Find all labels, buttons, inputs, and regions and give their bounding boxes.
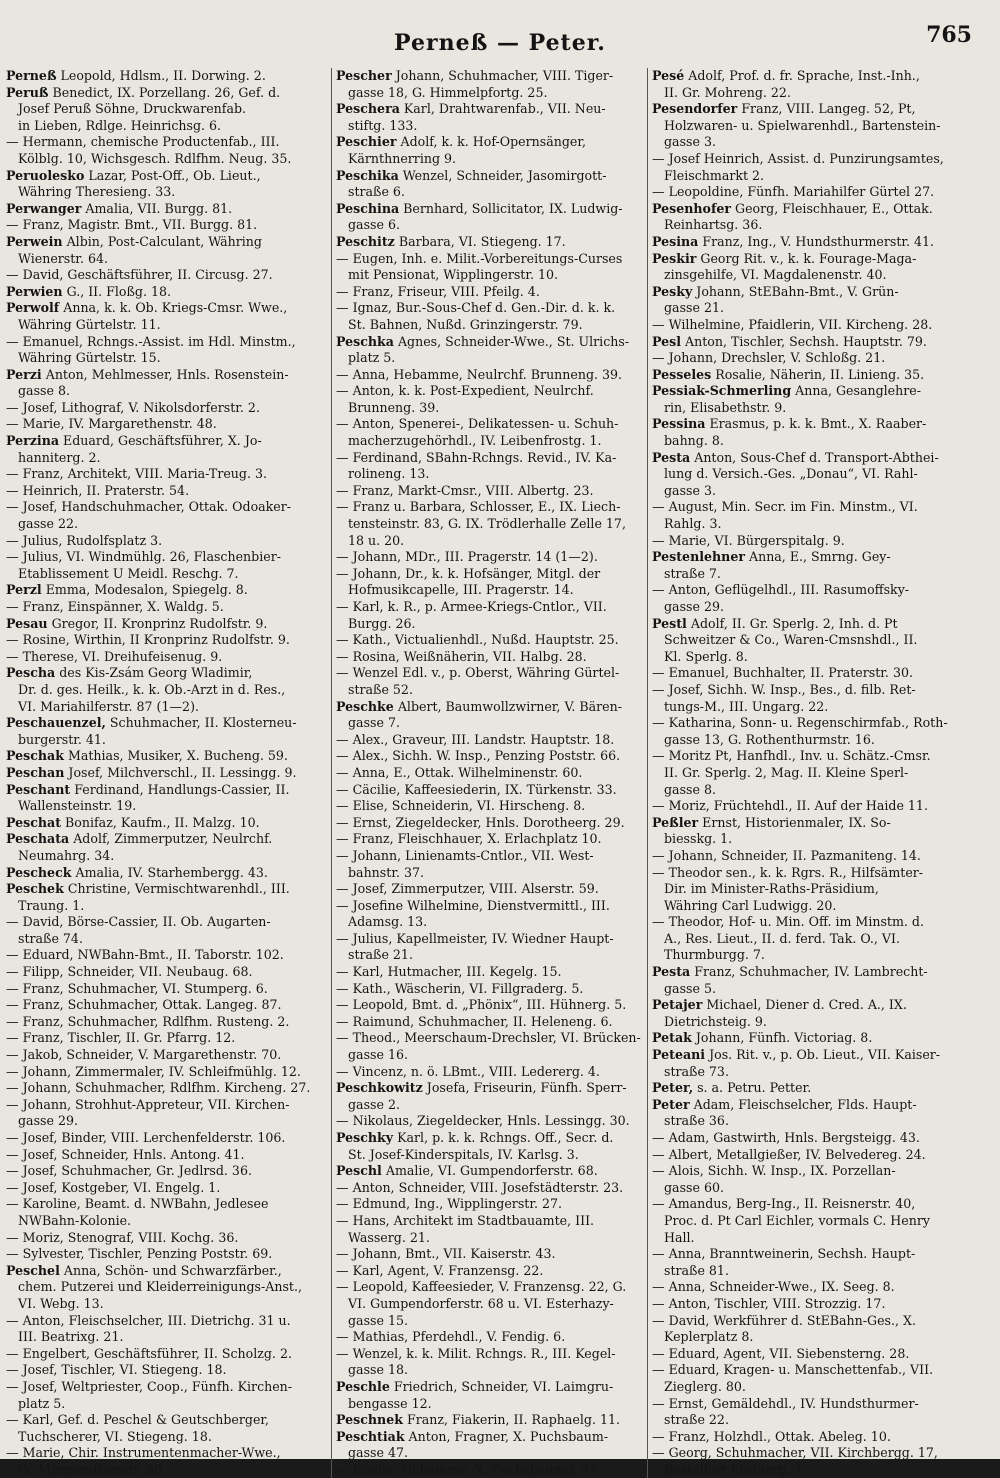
directory-entry-line: Pessina Erasmus, p. k. k. Bmt., X. Raaber- xyxy=(652,416,927,432)
directory-entry-line: Dietrichsteig. 9. xyxy=(664,1013,767,1029)
directory-entry-line: — Anna, Branntweinerin, Sechsh. Haupt- xyxy=(652,1246,916,1262)
directory-entry-line: Peschina Bernhard, Sollicitator, IX. Ludwig- xyxy=(336,200,623,216)
directory-entry-line: Peschka Agnes, Schneider-Wwe., St. Ulrichs- xyxy=(336,333,630,349)
directory-entry-line: — Moriz, Früchtehdl., II. Auf der Haide 11. xyxy=(652,798,928,814)
directory-entry-line: gasse 8. xyxy=(18,383,70,399)
directory-entry-line: — Rosine, Wirthin, II Kronprinz Rudolfstr. 9. xyxy=(6,632,290,648)
directory-entry-line: — Georg, Schuhmacher, VII. Kirchbergg. 17, xyxy=(652,1445,938,1461)
directory-entry-line: — Josef, Lithograf, V. Nikolsdorferstr. 2. xyxy=(6,399,260,415)
directory-entry-line: A., Res. Lieut., II. d. ferd. Tak. O., VI. xyxy=(664,930,900,946)
directory-entry-line: — Anna, Hebamme, Neulrchf. Brunneng. 39. xyxy=(336,366,623,382)
directory-entry-line: Wienerstr. 64. xyxy=(18,250,108,266)
directory-entry-line: Kl. Sperlg. 8. xyxy=(664,648,748,664)
directory-entry-line: — Rosina, Weißnäherin, VII. Halbg. 28. xyxy=(336,648,587,664)
directory-entry-line: Neumahrg. 34. xyxy=(18,847,115,863)
directory-entry-line: — Therese, VI. Dreihufeisenug. 9. xyxy=(6,648,223,664)
directory-entry-line: — Amandus, Berg-Ing., II. Reisnerstr. 40, xyxy=(652,1196,916,1212)
directory-entry-line: — Eugen, Inh. e. Milit.-Vorbereitungs-Curses xyxy=(336,250,623,266)
column-2 xyxy=(336,68,644,1478)
directory-entry-line: — Josefine Wilhelmine, Dienstvermittl., III. xyxy=(336,897,610,913)
directory-entry-line: Dir. im Minister-Raths-Präsidium, xyxy=(664,881,879,897)
directory-entry-line: tensteinstr. 83, G. IX. Trödlerhalle Zelle 17, xyxy=(348,516,626,532)
directory-entry-line: straße 22. xyxy=(664,1412,729,1428)
directory-entry-line: Adamsg. 13. xyxy=(348,914,428,930)
directory-entry-line: Pescha des Kis-Zsám Georg Wladimir, xyxy=(6,665,253,681)
directory-entry-line: — Josef, Handschuhmacher, Ottak. Odoaker- xyxy=(6,499,292,515)
directory-entry-line: — Franz, Schuhmacher, Rdlfhm. Rusteng. 2. xyxy=(6,1013,290,1029)
directory-entry-line: Pesl Anton, Tischler, Sechsh. Hauptstr. 79. xyxy=(652,333,927,349)
directory-entry-line: straße 6. xyxy=(348,184,405,200)
directory-entry-line: NWBahn-Kolonie. xyxy=(18,1212,132,1228)
running-head: Perneß — Peter. xyxy=(394,30,606,56)
directory-entry-line: straße 74. xyxy=(18,930,83,946)
directory-entry-line: Hofmusikcapelle, III. Pragerstr. 14. xyxy=(348,582,574,598)
directory-entry-line: biesskg. 1. xyxy=(664,831,733,847)
directory-entry-line: chem. Putzerei und Kleiderreinigungs-Anst., xyxy=(18,1279,302,1295)
directory-entry-line: — Josef, Tischler, VI. Stiegeng. 18. xyxy=(6,1362,227,1378)
directory-entry-line: — Kath., Victualienhdl., Nußd. Hauptstr. 25. xyxy=(336,632,619,648)
directory-entry-line: gasse 16. xyxy=(348,1047,408,1063)
directory-entry-line: gasse 8. xyxy=(664,781,716,797)
directory-entry-line: gasse 47. xyxy=(348,1445,408,1461)
directory-entry-line: gasse 60. xyxy=(664,1179,724,1195)
directory-entry-line: — Elise, Schneiderin, VI. Hirscheng. 8. xyxy=(336,798,586,814)
directory-entry-line: Pesendorfer Franz, VIII. Langeg. 52, Pt, xyxy=(652,101,916,117)
directory-entry-line: — Hans, Architekt im Stadtbauamte, III. xyxy=(336,1212,595,1228)
directory-entry-line: Pesseles Rosalie, Näherin, II. Linieng. 35. xyxy=(652,366,925,382)
directory-entry-line: straße 36. xyxy=(664,1113,729,1129)
directory-entry-line: — Ferdinand, SBahn-Rchngs. Revid., IV. Ka- xyxy=(336,449,617,465)
page-header xyxy=(0,22,1000,62)
directory-entry-line: Zieglerg. 80. xyxy=(664,1378,746,1394)
directory-entry-line: in Lieben, Rdlge. Heinrichsg. 6. xyxy=(18,117,222,133)
directory-entry-line: — Josef, Zimmerputzer, VIII. Alserstr. 59. xyxy=(336,881,599,897)
directory-entry-line: straße 81. xyxy=(664,1262,729,1278)
directory-entry-line: II. Gr. Sperlg. 2, Mag. II. Kleine Sperl- xyxy=(664,764,909,780)
directory-entry-line: zinsgehilfe, VI. Magdalenenstr. 40. xyxy=(664,267,887,283)
directory-entry-line: bahnstr. 37. xyxy=(348,864,424,880)
directory-entry-line: Peschitz Barbara, VI. Stiegeng. 17. xyxy=(336,233,566,249)
directory-entry-line: Peschauenzel, Schuhmacher, II. Klosterneu- xyxy=(6,715,297,731)
directory-entry-line: — Anton, k. k. Post-Expedient, Neulrchf. xyxy=(336,383,594,399)
directory-entry-line: Hall. xyxy=(664,1229,695,1245)
directory-entry-line: Rahlg. 3. xyxy=(664,516,722,532)
directory-entry-line: Peschle Friedrich, Schneider, VI. Laimgru- xyxy=(336,1378,614,1394)
directory-entry-line: Schweitzer & Co., Waren-Cmsnshdl., II. xyxy=(664,632,918,648)
directory-entry-line: — Theodor, Hof- u. Min. Off. im Minstm. d. xyxy=(652,914,924,930)
directory-entry-line: — Albert, Metallgießer, IV. Belvedereg. 24. xyxy=(652,1146,926,1162)
directory-entry-line: Peschat Bonifaz, Kaufm., II. Malzg. 10. xyxy=(6,814,260,830)
directory-entry-line: — Moritz Pt, Hanfhdl., Inv. u. Schätz.-Cmsr. xyxy=(652,748,931,764)
directory-entry-line: — Karl, Hutmacher, III. Kegelg. 15. xyxy=(336,964,562,980)
directory-entry-line: — Josef, Kostgeber, VI. Engelg. 1. xyxy=(6,1179,221,1195)
directory-entry-line: Pesky Johann, StEBahn-Bmt., V. Grün- xyxy=(652,283,899,299)
directory-entry-line: Peschtiak Anton, Fragner, X. Puchsbaum- xyxy=(336,1428,609,1444)
directory-entry-line: gasse 29. xyxy=(664,599,724,614)
directory-entry-line: Peschan Josef, Milchverschl., II. Lessingg. 9. xyxy=(6,764,297,780)
directory-entry-line: — Marie, VI. Bürgerspitalg. 9. xyxy=(652,532,845,548)
directory-entry-line: Perwanger Amalia, VII. Burgg. 81. xyxy=(6,200,233,216)
directory-entry-line: Pesina Franz, Ing., V. Hundsthurmerstr. 41. xyxy=(652,233,935,249)
directory-entry-line: — Franz, Schuhmacher, VI. Stumperg. 6. xyxy=(6,980,268,996)
directory-entry-line: gasse 3. xyxy=(664,134,716,150)
directory-entry-line: — Emanuel, Buchhalter, II. Praterstr. 30. xyxy=(652,665,913,681)
directory-entry-line: — Karl, Agent, V. Franzensg. 22. xyxy=(336,1262,544,1278)
directory-entry-line: — Theod., Meerschaum-Drechsler, VI. Brücken- xyxy=(336,1030,641,1046)
column-1 xyxy=(6,68,328,1478)
directory-entry-line: — Franz, Tischler, II. Gr. Pfarrg. 12. xyxy=(6,1030,236,1046)
directory-entry-line: — Josef, Sichh. W. Insp., Bes., d. filb. Ret- xyxy=(652,681,916,697)
directory-entry-line: St. Bahnen, Nußd. Grinzingerstr. 79. xyxy=(348,316,583,332)
directory-entry-line: gasse 29. xyxy=(18,1113,78,1129)
directory-entry-line: gasse 6. xyxy=(348,217,400,233)
directory-entry-line: — Karoline, Beamt. d. NWBahn, Jedlesee xyxy=(6,1196,269,1212)
directory-entry-line: Peschnek Franz, Fiakerin, II. Raphaelg. 11. xyxy=(336,1412,621,1428)
directory-entry-line: — Franz, Magistr. Bmt., VII. Burgg. 81. xyxy=(6,217,258,233)
directory-entry-line: macherzugehörhdl., IV. Leibenfrostg. 1. xyxy=(348,433,602,449)
directory-entry-line: Dr. d. ges. Heilk., k. k. Ob.-Arzt in d. Res., xyxy=(18,681,286,697)
directory-entry-line: — Emilie, Hebamme, X. Puchsbaumg. 47. xyxy=(336,1461,602,1477)
directory-entry-line: rin, Elisabethstr. 9. xyxy=(664,399,787,415)
directory-entry-line: Pesenhofer Georg, Fleischhauer, E., Ottak. xyxy=(652,200,933,216)
directory-entry-line: gasse 13, G. Rothenthurmstr. 16. xyxy=(664,731,875,747)
directory-entry-line: Pesau Gregor, II. Kronprinz Rudolfstr. 9. xyxy=(6,615,268,631)
directory-entry-line: rolineng. 13. xyxy=(348,466,430,482)
directory-entry-line: gasse 21. xyxy=(664,300,724,316)
directory-entry-line: — Franz, Einspänner, X. Waldg. 5. xyxy=(6,599,224,614)
directory-entry-line: IV. Margarethenstr. 38. xyxy=(18,1461,167,1477)
directory-entry-line: Währing Theresieng. 33. xyxy=(18,184,176,200)
directory-entry-line: — Karl, Gef. d. Peschel & Geutschberger, xyxy=(6,1412,270,1428)
directory-entry-line: — Johann, Bmt., VII. Kaiserstr. 43. xyxy=(336,1246,556,1262)
directory-entry-line: Pestenlehner Anna, E., Smrng. Gey- xyxy=(652,549,891,565)
directory-entry-line: VI. Webg. 13. xyxy=(18,1295,104,1311)
directory-entry-line: bengasse 12. xyxy=(348,1395,432,1411)
directory-entry-line: Peschika Wenzel, Schneider, Jasomirgott- xyxy=(336,167,607,183)
directory-entry-line: — Mathias, Pferdehdl., V. Fendig. 6. xyxy=(336,1329,566,1345)
directory-entry-line: — Johann, Schneider, II. Pazmaniteng. 14. xyxy=(652,847,921,863)
directory-entry-line: — Anton, Tischler, VIII. Strozzig. 17. xyxy=(652,1295,886,1311)
directory-entry-line: Pescher Johann, Schuhmacher, VIII. Tiger- xyxy=(336,68,614,83)
directory-entry-line: mit Pensionat, Wipplingerstr. 10. xyxy=(348,267,559,283)
directory-entry-line: — Franz, Friseur, VIII. Pfeilg. 4. xyxy=(336,283,540,299)
directory-entry-line: — August, Min. Secr. im Fin. Minstm., VI. xyxy=(652,499,918,515)
directory-entry-line: Peteani Jos. Rit. v., p. Ob. Lieut., VII. Kaiser- xyxy=(652,1047,941,1063)
directory-entry-line: platz 5. xyxy=(18,1395,66,1411)
directory-entry-line: Peschant Ferdinand, Handlungs-Cassier, II. xyxy=(6,781,290,797)
directory-entry-line: straße 52. xyxy=(348,681,413,697)
directory-entry-line: bahng. 8. xyxy=(664,433,724,449)
directory-entry-line: Perneß Leopold, Hdlsm., II. Dorwing. 2. xyxy=(6,68,266,83)
page-number: 765 xyxy=(926,22,972,48)
directory-entry-line: Peschak Mathias, Musiker, X. Bucheng. 59. xyxy=(6,748,288,764)
directory-entry-line: — Johann, Drechsler, V. Schloßg. 21. xyxy=(652,350,886,366)
directory-entry-line: — Eduard, NWBahn-Bmt., II. Taborstr. 102. xyxy=(6,947,284,963)
directory-entry-line: Währing Carl Ludwigg. 20. xyxy=(664,897,837,913)
directory-entry-line: Petajer Michael, Diener d. Cred. A., IX. xyxy=(652,997,907,1013)
directory-entry-line: — Franz u. Barbara, Schlosser, E., IX. Liech- xyxy=(336,499,621,515)
directory-entry-line: Pesta Anton, Sous-Chef d. Transport-Abthei- xyxy=(652,449,939,465)
directory-entry-line: — Wenzel Edl. v., p. Oberst, Währing Gürtel- xyxy=(336,665,620,681)
directory-entry-line: — Franz, Fleischhauer, X. Erlachplatz 10. xyxy=(336,831,602,847)
directory-entry-line: III. Beatrixg. 21. xyxy=(18,1329,124,1345)
directory-entry-line: gasse 18, G. Himmelpfortg. 25. xyxy=(348,84,548,100)
directory-entry-line: — Katharina, Sonn- u. Regenschirmfab., Roth- xyxy=(652,715,948,731)
directory-entry-line: — Franz, Architekt, VIII. Maria-Treug. 3. xyxy=(6,466,267,482)
directory-entry-line: stiftg. 133. xyxy=(348,117,418,133)
directory-entry-line: Josef Peruß Söhne, Druckwarenfab. xyxy=(18,101,247,117)
directory-entry-line: Kärnthnerring 9. xyxy=(348,150,457,166)
directory-entry-line: — Josef Heinrich, Assist. d. Punzirungsamtes, xyxy=(652,150,944,166)
directory-entry-line: gasse 3. xyxy=(664,482,716,498)
directory-entry-line: — Alex., Graveur, III. Landstr. Hauptstr. 18. xyxy=(336,731,615,747)
directory-entry-line: Peter, s. a. Petru. Petter. xyxy=(652,1080,812,1096)
directory-entry-line: Kölblg. 10, Wichsgesch. Rdlfhm. Neug. 35. xyxy=(18,150,292,166)
directory-entry-line: — Johann, Linienamts-Cntlor., VII. West- xyxy=(336,847,594,863)
directory-entry-line: Traung. 1. xyxy=(18,897,85,913)
directory-entry-line: Brunneng. 39. xyxy=(348,399,440,415)
directory-entry-line: Währing Gürtelstr. 15. xyxy=(18,350,161,366)
directory-entry-line: — Marie, Chir. Instrumentenmacher-Wwe., xyxy=(6,1445,281,1461)
directory-entry-line: — Anna, Schneider-Wwe., IX. Seeg. 8. xyxy=(652,1279,895,1295)
directory-entry-line: Peßler Ernst, Historienmaler, IX. So- xyxy=(652,814,891,830)
directory-entry-line: — Vincenz, n. ö. LBmt., VIII. Ledererg. 4. xyxy=(336,1063,600,1079)
directory-entry-line: Peter Adam, Fleischselcher, Flds. Haupt- xyxy=(652,1096,917,1112)
directory-entry-line: Peschek Christine, Vermischtwarenhdl., III. xyxy=(6,881,290,897)
directory-entry-line: Pessiak-Schmerling Anna, Gesanglehre- xyxy=(652,383,921,399)
directory-entry-line: — Anton, Spenerei-, Delikatessen- u. Schuh- xyxy=(336,416,619,432)
directory-entry-line: — Filipp, Schneider, VII. Neubaug. 68. xyxy=(6,964,253,980)
directory-entry-line: Peschkowitz Josefa, Friseurin, Fünfh. Sperr- xyxy=(336,1080,627,1096)
directory-entry-line: Peschera Karl, Drahtwarenfab., VII. Neu- xyxy=(336,101,606,117)
directory-entry-line: Währing Gürtelstr. 11. xyxy=(18,316,161,332)
directory-entry-line: VI. Mariahilferstr. 87 (1—2). xyxy=(18,698,199,714)
directory-entry-line: — Ernst, Ziegeldecker, Hnls. Dorotheerg. 29. xyxy=(336,814,625,830)
directory-entry-line: Peschke Albert, Baumwollzwirner, V. Bären- xyxy=(336,698,622,714)
directory-entry-line: II. Gr. Mohreng. 22. xyxy=(664,84,791,100)
directory-entry-line: gasse 18. xyxy=(348,1362,408,1378)
directory-entry-line: gasse 15. xyxy=(348,1312,408,1328)
directory-entry-line: — Kath., Wäscherin, VI. Fillgraderg. 5. xyxy=(336,980,584,996)
directory-entry-line: — Hermann, chemische Productenfab., III. xyxy=(6,134,280,150)
directory-entry-line: Peskir Georg Rit. v., k. k. Fourage-Maga- xyxy=(652,250,917,266)
directory-entry-line: — Johann, MDr., III. Pragerstr. 14 (1—2). xyxy=(336,549,598,565)
directory-entry-line: — Josef, Binder, VIII. Lerchenfelderstr. 106. xyxy=(6,1130,286,1145)
directory-entry-line: — Josef, Schneider, Hnls. Antong. 41. xyxy=(6,1146,245,1162)
directory-entry-line: straße 7. xyxy=(664,565,721,581)
directory-entry-line: — Franz, Holzhdl., Ottak. Abeleg. 10. xyxy=(652,1428,891,1444)
directory-entry-line: — Julius, Rudolfsplatz 3. xyxy=(6,532,163,548)
directory-entry-line: Fleischmarkt 2. xyxy=(664,167,765,183)
directory-entry-line: Keplerplatz 8. xyxy=(664,1329,754,1345)
directory-entry-line: — Franz, Schuhmacher, Ottak. Langeg. 87. xyxy=(6,997,282,1013)
directory-entry-line: — Emanuel, Rchngs.-Assist. im Hdl. Minstm., xyxy=(6,333,296,349)
column-3 xyxy=(652,68,990,1478)
directory-entry-line: — Josef, Schuhmacher, Gr. Jedlrsd. 36. xyxy=(6,1163,252,1179)
directory-entry-line: Tuchscherer, VI. Stiegeng. 18. xyxy=(18,1428,212,1444)
directory-entry-line: Wasserg. 21. xyxy=(348,1229,430,1245)
directory-entry-line: — Nikolaus, Ziegeldecker, Hnls. Lessingg. 30. xyxy=(336,1113,630,1129)
directory-entry-line: Petak Johann, Fünfh. Victoriag. 8. xyxy=(652,1030,873,1046)
directory-entry-line: — Theodor sen., k. k. Rgrs. R., Hilfsämter- xyxy=(652,864,924,880)
directory-entry-line: burgerstr. 41. xyxy=(18,731,106,747)
directory-entry-line: — Alois, Sichh. W. Insp., IX. Porzellan- xyxy=(652,1163,896,1179)
directory-entry-line: Peschky Karl, p. k. k. Rchngs. Off., Secr. d. xyxy=(336,1130,614,1145)
directory-entry-line: hanniterg. 2. xyxy=(18,449,101,465)
directory-entry-line: Peschata Adolf, Zimmerputzer, Neulrchf. xyxy=(6,831,273,847)
directory-entry-line: — Eduard, Agent, VII. Siebensterng. 28. xyxy=(652,1345,910,1361)
directory-entry-line: — Johann, Strohhut-Appreteur, VII. Kirchen- xyxy=(6,1096,290,1112)
directory-entry-line: — Anton, Fleischselcher, III. Dietrichg. 31 u. xyxy=(6,1312,291,1328)
directory-entry-line: — Eduard, Kragen- u. Manschettenfab., VII. xyxy=(652,1362,934,1378)
directory-entry-line: Burgg. 26. xyxy=(348,615,416,631)
directory-entry-line: lung d. Versich.-Ges. „Donau“, VI. Rahl- xyxy=(664,466,918,482)
directory-entry-line: — Ernst, Gemäldehdl., IV. Hundsthurmer- xyxy=(652,1395,919,1411)
directory-entry-line: — Alex., Sichh. W. Insp., Penzing Poststr. 66. xyxy=(336,748,621,764)
directory-entry-line: Reinhartsg. 36. xyxy=(664,217,763,233)
directory-entry-line: Peruß Benedict, IX. Porzellang. 26, Gef. d. xyxy=(6,84,281,100)
directory-entry-line: — Ignaz, Bur.-Sous-Chef d. Gen.-Dir. d. k. k. xyxy=(336,300,616,316)
directory-entry-line: Perzi Anton, Mehlmesser, Hnls. Rosenstein- xyxy=(6,366,289,382)
directory-entry-line: — Johann, Dr., k. k. Hofsänger, Mitgl. der xyxy=(336,565,601,581)
directory-entry-line: — Heinrich, II. Praterstr. 54. xyxy=(6,482,190,498)
directory-entry-line: — Marie, IV. Margarethenstr. 48. xyxy=(6,416,217,432)
directory-entry-line: 18 u. 20. xyxy=(348,532,405,548)
directory-entry-line: gasse 5. xyxy=(664,980,716,996)
directory-entry-line: — Engelbert, Geschäftsführer, II. Scholzg. 2. xyxy=(6,1345,292,1361)
directory-entry-line: — Wenzel, k. k. Milit. Rchngs. R., III. Kegel- xyxy=(336,1345,616,1361)
directory-entry-line: Pesé Adolf, Prof. d. fr. Sprache, Inst.-Inh., xyxy=(652,68,920,83)
directory-entry-line: VI. Gumpendorferstr. 68 u. VI. Esterhazy- xyxy=(348,1295,614,1311)
directory-entry-line: Peschl Amalie, VI. Gumpendorferstr. 68. xyxy=(336,1163,598,1179)
directory-entry-line: Perwein Albin, Post-Calculant, Währing xyxy=(6,233,262,249)
directory-entry-line: — Franz, Markt-Cmsr., VIII. Albertg. 23. xyxy=(336,482,594,498)
directory-entry-line: — Anna, E., Ottak. Wilhelminenstr. 60. xyxy=(336,764,583,780)
directory-entry-line: Peschel Anna, Schön- und Schwarzfärber., xyxy=(6,1262,282,1278)
directory-entry-line: platz 5. xyxy=(348,350,396,366)
directory-entry-line: — David, Börse-Cassier, II. Ob. Augarten- xyxy=(6,914,271,930)
directory-entry-line: gasse 2. xyxy=(348,1096,400,1112)
directory-entry-line: straße 73. xyxy=(664,1063,729,1079)
directory-entry-line: — Sylvester, Tischler, Penzing Poststr. 69. xyxy=(6,1246,273,1262)
directory-entry-line: Peruolesko Lazar, Post-Off., Ob. Lieut., xyxy=(6,167,261,183)
directory-entry-line: Etablissement U Meidl. Reschg. 7. xyxy=(18,565,239,581)
directory-entry-line: — Leopoldine, Fünfh. Mariahilfer Gürtel 27. xyxy=(652,184,935,200)
directory-entry-line: gasse 22. xyxy=(18,516,78,532)
directory-entry-line: Holzwaren- u. Spielwarenhdl., Bartenstein- xyxy=(664,117,941,133)
directory-entry-line: — Cäcilie, Kaffeesiederin, IX. Türkenstr. 33. xyxy=(336,781,617,797)
directory-entry-line: — Jakob, Schneider, V. Margarethenstr. 70. xyxy=(6,1047,282,1063)
directory-entry-line: — Wilhelmine, Pfaidlerin, VII. Kircheng. 28. xyxy=(652,316,933,332)
directory-entry-line: Proc. d. Pt Carl Eichler, vormals C. Henry xyxy=(664,1212,930,1228)
directory-entry-line: Pescheck Amalia, IV. Starhembergg. 43. xyxy=(6,864,268,880)
directory-entry-line: — Josef, Weltpriester, Coop., Fünfh. Kirchen- xyxy=(6,1378,293,1394)
directory-entry-line: — Edmund, Ing., Wipplingerstr. 27. xyxy=(336,1196,563,1212)
directory-entry-line: — Julius, VI. Windmühlg. 26, Flaschenbier- xyxy=(6,549,281,565)
directory-entry-line: Bestellort Körblerg. 1. xyxy=(664,1461,807,1477)
directory-entry-line: straße 21. xyxy=(348,947,413,963)
directory-entry-line: — Raimund, Schuhmacher, II. Heleneng. 6. xyxy=(336,1013,613,1029)
directory-entry-line: Perwolf Anna, k. k. Ob. Kriegs-Cmsr. Wwe., xyxy=(6,300,288,316)
directory-entry-line: — Moriz, Stenograf, VIII. Kochg. 36. xyxy=(6,1229,239,1245)
directory-entry-line: Perzina Eduard, Geschäftsführer, X. Jo- xyxy=(6,433,262,449)
directory-entry-line: — Adam, Gastwirth, Hnls. Bergsteigg. 43. xyxy=(652,1130,920,1145)
directory-entry-line: St. Josef-Kinderspitals, IV. Karlsg. 3. xyxy=(348,1146,579,1162)
directory-entry-line: — Johann, Schuhmacher, Rdlfhm. Kircheng. 27. xyxy=(6,1080,311,1096)
directory-entry-line: — Leopold, Bmt. d. „Phönix“, III. Hühnerg. 5. xyxy=(336,997,627,1013)
directory-entry-line: gasse 7. xyxy=(348,715,400,731)
directory-entry-line: Peschier Adolf, k. k. Hof-Opernsänger, xyxy=(336,134,587,150)
directory-entry-line: — Karl, k. R., p. Armee-Kriegs-Cntlor., VII. xyxy=(336,599,607,614)
directory-entry-line: Perwien G., II. Floßg. 18. xyxy=(6,283,172,299)
directory-entry-line: — David, Geschäftsführer, II. Circusg. 27. xyxy=(6,267,273,283)
directory-entry-line: — Anton, Geflügelhdl., III. Rasumoffsky- xyxy=(652,582,910,598)
directory-entry-line: Thurmburgg. 7. xyxy=(664,947,765,963)
directory-entry-line: Pesta Franz, Schuhmacher, IV. Lambrecht- xyxy=(652,964,928,980)
directory-entry-line: tungs-M., III. Ungarg. 22. xyxy=(664,698,829,714)
directory-entry-line: — Anton, Schneider, VIII. Josefstädterstr. 23. xyxy=(336,1179,624,1195)
directory-entry-line: — Julius, Kapellmeister, IV. Wiedner Haupt- xyxy=(336,930,614,946)
directory-entry-line: — Johann, Zimmermaler, IV. Schleifmühlg. 12. xyxy=(6,1063,301,1079)
directory-entry-line: Pestl Adolf, II. Gr. Sperlg. 2, Inh. d. Pt xyxy=(652,615,898,631)
directory-entry-line: — David, Werkführer d. StEBahn-Ges., X. xyxy=(652,1312,916,1328)
directory-entry-line: Perzl Emma, Modesalon, Spiegelg. 8. xyxy=(6,582,248,598)
directory-entry-line: — Leopold, Kaffeesieder, V. Franzensg. 22, G. xyxy=(336,1279,627,1295)
directory-entry-line: Wallensteinstr. 19. xyxy=(18,798,137,814)
